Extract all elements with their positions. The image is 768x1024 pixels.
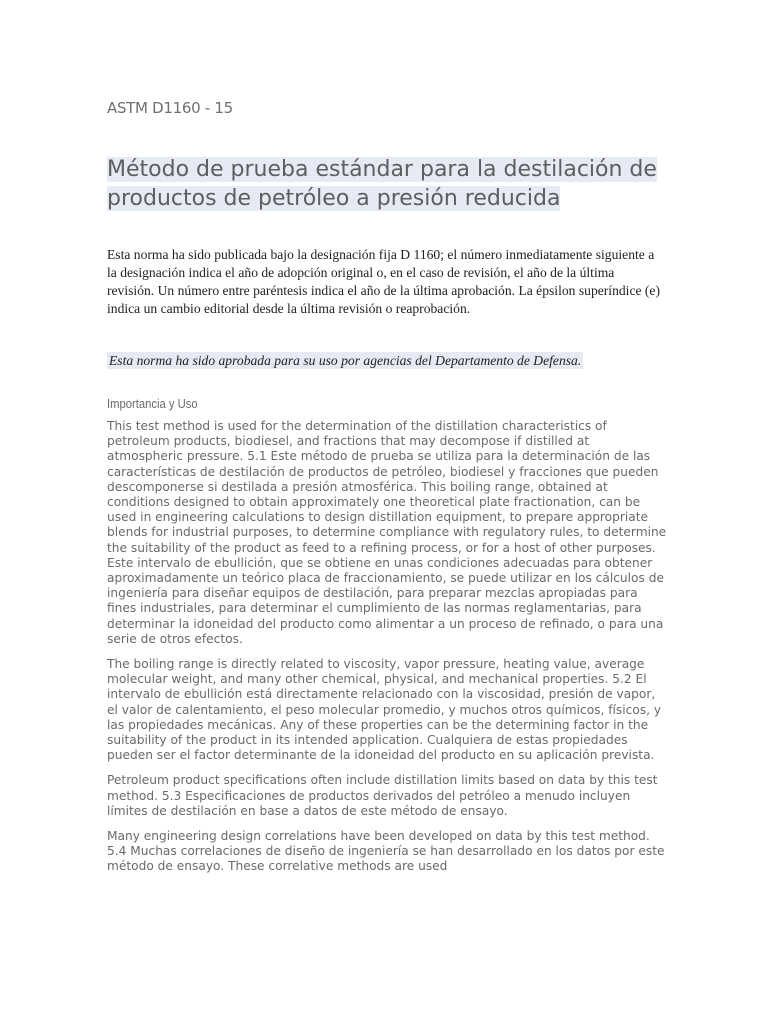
section-heading: Importancia y Uso <box>107 397 198 411</box>
paragraph: This test method is used for the determination of the distillation characteristics of petroleum products, biodiesel, and fractions that may decompose if distilled at atmospheric pressure. 5.1 Este método de prueba se utiliza para la determinación de las características de destilación de productos de petróleo, biodiesel y fracciones que pueden descomponerse si destilada a presión atmosférica. This boiling range, obtained at conditions designed to obtain approximately one theoretical plate fractionation, can be used in engineering calculations to design distillation equipment, to prepare appropriate blends for industrial purposes, to determine compliance with regulatory rules, to determine the suitability of the product as feed to a refining process, or for a host of other purposes. Este intervalo de ebullición, que se obtiene en unas condiciones adecuadas para obtener aproximadamente un teórico placa de fraccionamiento, se puede utilizar en los cálculos de ingeniería para diseñar equipos de destilación, para preparar mezclas apropiadas para fines industriales, para determinar el cumplimiento de las normas reglamentarias, para determinar la idoneidad del producto como alimentar a un proceso de refinado, o para una serie de otros efectos. <box>107 419 667 646</box>
approval-note <box>107 353 583 369</box>
paragraph: Petroleum product specifications often include distillation limits based on data by this test method. 5.3 Especificaciones de productos derivados del petróleo a menudo incluyen límites de destilación en base a datos de este método de ensayo. <box>107 773 658 818</box>
document-designation: ASTM D1160 - 15 <box>107 99 233 117</box>
paragraph: The boiling range is directly related to viscosity, vapor pressure, heating value, average molecular weight, and many other chemical, physical, and mechanical properties. 5.2 El intervalo de ebullición está directamente relacionado con la viscosidad, presión de vapor, el valor de calentamiento, el peso molecular promedio, y muchos otros químicos, físicos, y las propiedades mecánicas. Any of these properties can be the determining factor in the suitability of the product in its intended application. Cualquiera de estas propiedades pueden ser el factor determinante de la idoneidad del producto en su aplicación prevista. <box>107 657 662 763</box>
section-body <box>107 419 667 885</box>
document-title-text: Método de prueba estándar para la destilación de productos de petróleo a presión reducida <box>107 157 657 211</box>
approval-note-text: Esta norma ha sido aprobada para su uso por agencias del Departamento de Defensa. <box>109 353 582 368</box>
paragraph: Many engineering design correlations have been developed on data by this test method. 5.4 Muchas correlaciones de diseño de ingeniería se han desarrollado en los datos por este método de ensayo. These correlative methods are used <box>107 829 665 874</box>
document-title <box>107 155 667 213</box>
intro-paragraph: Esta norma ha sido publicada bajo la designación fija D 1160; el número inmediatamente siguiente a la designación indica el año de adopción original o, en el caso de revisión, el año de la última revisión. Un número entre paréntesis indica el año de la última aprobación. La épsilon superíndice (e) indica un cambio editorial desde la última revisión o reaprobación. <box>107 247 660 316</box>
